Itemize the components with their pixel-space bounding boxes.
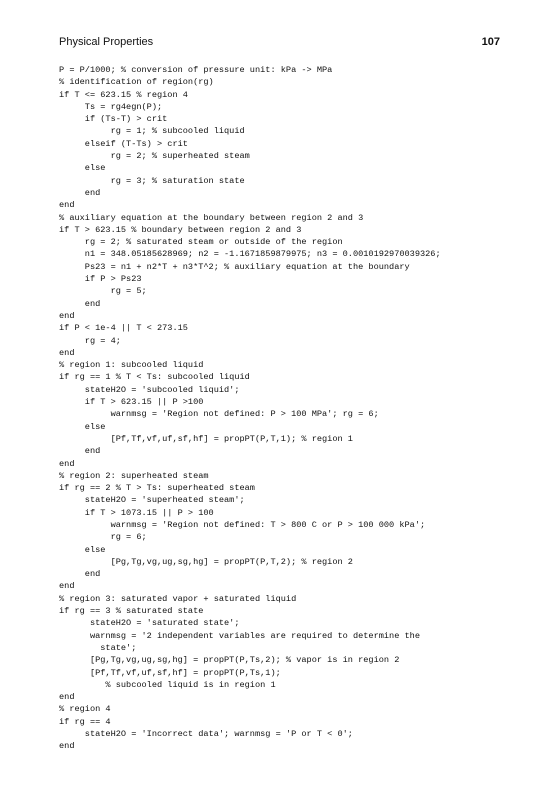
code-line: if T > 1073.15 || P > 100	[59, 507, 214, 518]
code-line: if rg == 1 % T < Ts: subcooled liquid	[59, 372, 250, 383]
code-line: % region 3: saturated vapor + saturated liquid	[59, 593, 297, 604]
code-line: end	[59, 200, 75, 211]
code-line: end	[59, 347, 75, 358]
code-line: end	[59, 569, 101, 580]
running-title: Physical Properties	[59, 36, 154, 48]
code-line: else	[59, 421, 106, 432]
code-line: if T > 623.15 % boundary between region 2 and 3	[59, 224, 302, 235]
code-line: if (Ts-T) > crit	[59, 114, 168, 125]
code-listing	[59, 64, 539, 753]
code-line: % region 2: superheated steam	[59, 470, 209, 481]
code-line: if rg == 4	[59, 716, 111, 727]
code-line: stateH2O = 'superheated steam';	[59, 495, 245, 506]
code-line: [Pf,Tf,vf,uf,sf,hf] = propPT(P,Ts,1);	[59, 667, 281, 678]
code-line: else	[59, 544, 106, 555]
code-line: warnmsg = 'Region not defined: T > 800 C or P > 100 000 kPa';	[59, 519, 426, 530]
code-line: rg = 4;	[59, 335, 121, 346]
code-line: end	[59, 581, 75, 592]
code-line: if T > 623.15 || P >100	[59, 397, 204, 408]
code-line: rg = 6;	[59, 532, 147, 543]
code-line: % identification of region(rg)	[59, 77, 214, 88]
code-line: rg = 1; % subcooled liquid	[59, 126, 245, 137]
code-line: else	[59, 163, 106, 174]
page-header	[59, 36, 500, 52]
code-line: [Pg,Tg,vg,ug,sg,hg] = propPT(P,Ts,2); % vapor is in region 2	[59, 655, 400, 666]
code-line: % region 4	[59, 704, 111, 715]
code-line: rg = 2; % saturated steam or outside of the region	[59, 237, 343, 248]
code-line: warnmsg = '2 independent variables are required to determine the	[59, 630, 420, 641]
code-line: if T <= 623.15 % region 4	[59, 89, 188, 100]
code-line: n1 = 348.05185628969; n2 = -1.1671859879975; n3 = 0.0010192970039326;	[59, 249, 441, 260]
code-line: % subcooled liquid is in region 1	[59, 679, 276, 690]
page-number: 107	[481, 36, 500, 48]
code-line: Ps23 = n1 + n2*T + n3*T^2; % auxiliary equation at the boundary	[59, 261, 410, 272]
code-line: % region 1: subcooled liquid	[59, 360, 204, 371]
code-line: end	[59, 692, 75, 703]
code-line: rg = 5;	[59, 286, 147, 297]
code-line: if P < 1e-4 || T < 273.15	[59, 323, 188, 334]
code-line: end	[59, 741, 75, 752]
code-line: if rg == 3 % saturated state	[59, 606, 204, 617]
code-line: elseif (T-Ts) > crit	[59, 138, 188, 149]
code-line: state';	[59, 642, 137, 653]
code-line: warnmsg = 'Region not defined: P > 100 MPa'; rg = 6;	[59, 409, 379, 420]
code-line: end	[59, 446, 101, 457]
code-line: Ts = rg4egn(P);	[59, 101, 163, 112]
code-line: stateH2O = 'subcooled liquid';	[59, 384, 240, 395]
code-line: stateH2O = 'Incorrect data'; warnmsg = 'P or T < 0';	[59, 729, 353, 740]
code-line: end	[59, 310, 75, 321]
code-line: if rg == 2 % T > Ts: superheated steam	[59, 483, 255, 494]
code-line: end	[59, 458, 75, 469]
code-line: rg = 3; % saturation state	[59, 175, 245, 186]
code-line: end	[59, 187, 101, 198]
code-line: [Pf,Tf,vf,uf,sf,hf] = propPT(P,T,1); % region 1	[59, 433, 353, 444]
code-line: [Pg,Tg,vg,ug,sg,hg] = propPT(P,T,2); % region 2	[59, 556, 353, 567]
code-line: if P > Ps23	[59, 274, 142, 285]
code-line: rg = 2; % superheated steam	[59, 151, 250, 162]
code-line: stateH2O = 'saturated state';	[59, 618, 240, 629]
code-line: end	[59, 298, 101, 309]
code-line: P = P/1000; % conversion of pressure unit: kPa -> MPa	[59, 65, 333, 75]
code-line: % auxiliary equation at the boundary between region 2 and 3	[59, 212, 364, 223]
